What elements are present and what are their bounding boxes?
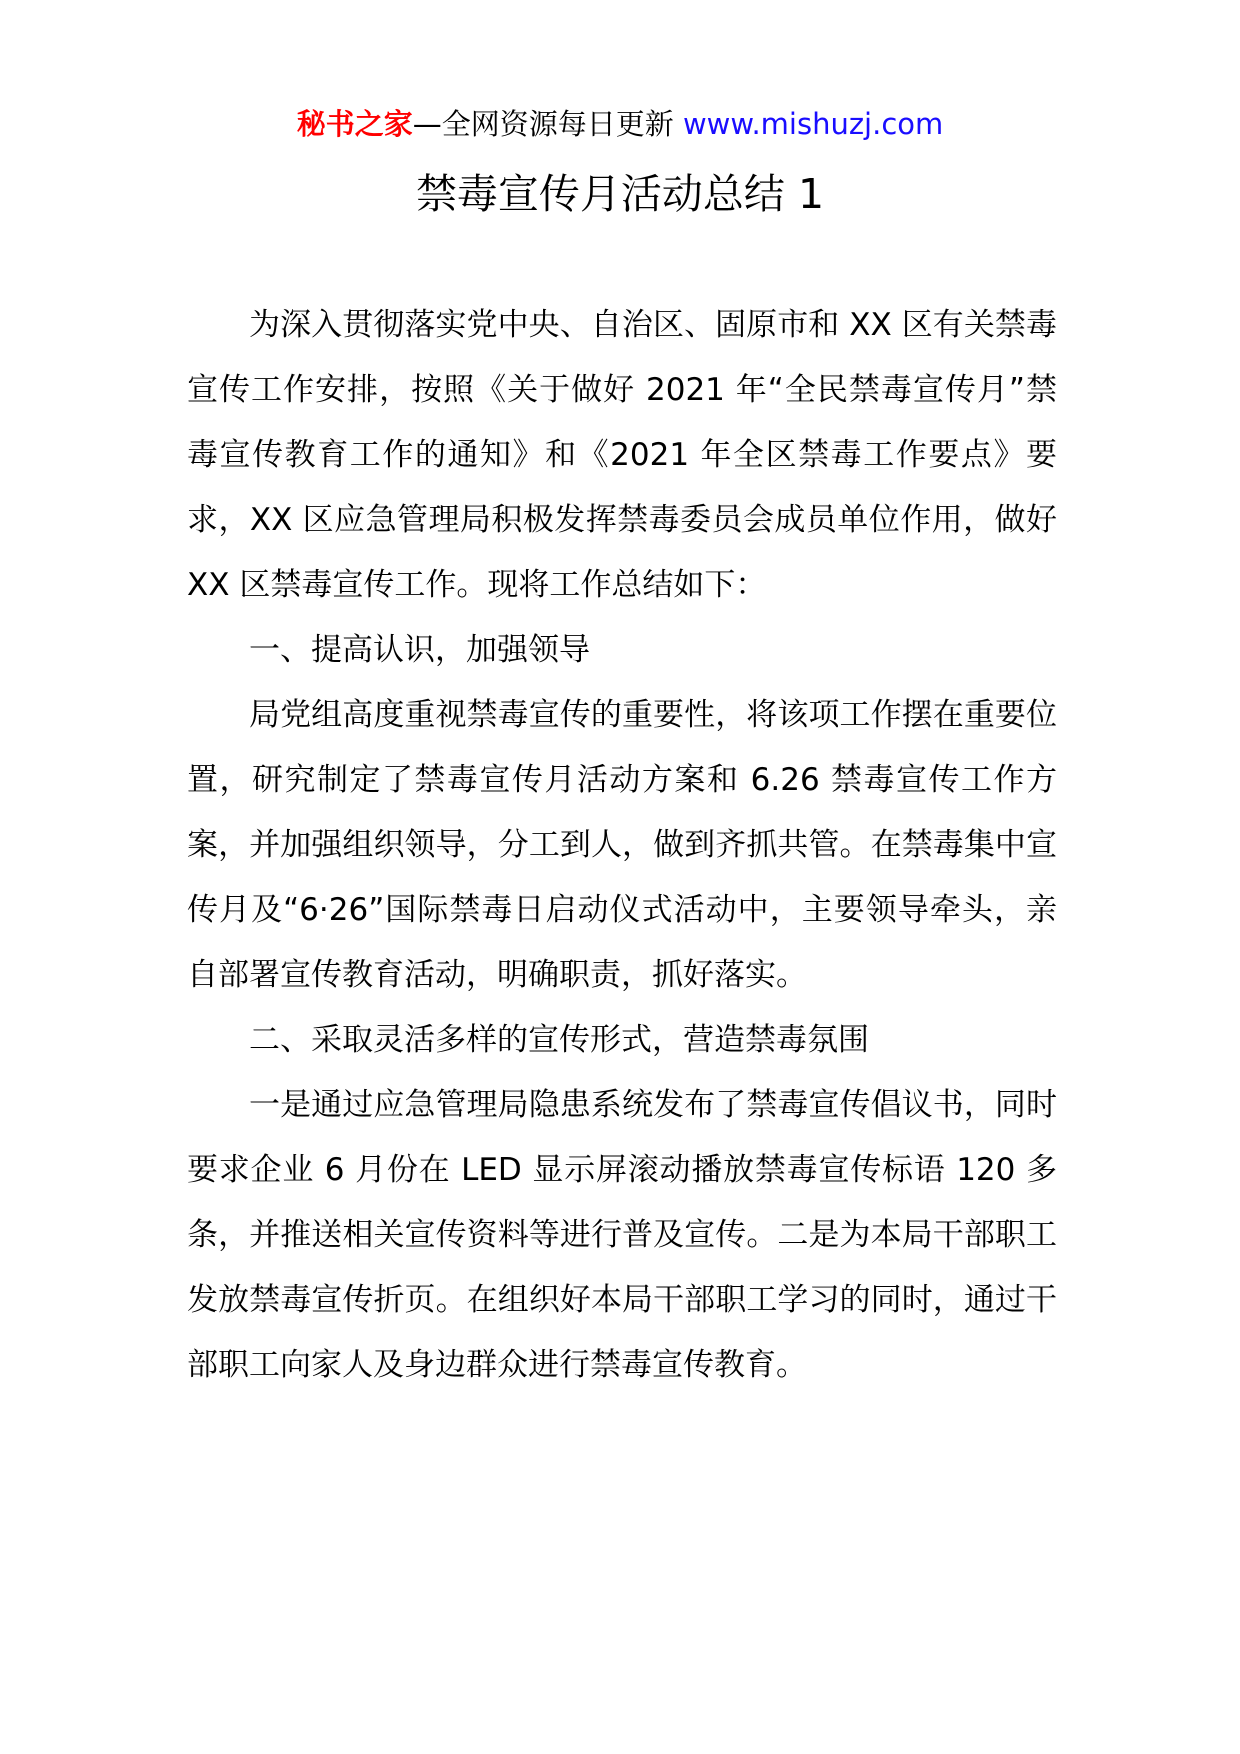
paragraph-section-2: 一是通过应急管理局隐患系统发布了禁毒宣传倡议书，同时要求企业 6 月份在 LED 显示屏滚动播放禁毒宣传标语 120 多条，并推送相关宣传资料等进行普及宣传。二是为本局干部职工发放禁毒宣传折页。在组织好本局干部职工学习的同时，通过干部职工向家人及身边群众进行禁毒宣传教育。 xyxy=(187,1087,1057,1383)
section-heading-2: 二、采取灵活多样的宣传形式，营造禁毒氛围 xyxy=(249,1022,869,1058)
paragraph-intro: 为深入贯彻落实党中央、自治区、固原市和 XX 区有关禁毒宣传工作安排，按照《关于做好 2021 年“全民禁毒宣传月”禁毒宣传教育工作的通知》和《2021 年全区禁毒工作要点》要求，XX 区应急管理局积极发挥禁毒委员会成员单位作用，做好 XX 区禁毒宣传工作。现将工作总结如下： xyxy=(187,307,1057,603)
site-url-link[interactable]: www.mishuzj.com xyxy=(682,107,944,141)
document-title: 禁毒宣传月活动总结 1 xyxy=(415,170,825,218)
site-header xyxy=(0,104,1240,144)
header-slogan: —全网资源每日更新 xyxy=(412,107,683,141)
paragraph-section-1: 局党组高度重视禁毒宣传的重要性，将该项工作摆在重要位置，研究制定了禁毒宣传月活动方案和 6.26 禁毒宣传工作方案，并加强组织领导，分工到人，做到齐抓共管。在禁毒集中宣传月及“6·26”国际禁毒日启动仪式活动中，主要领导牵头，亲自部署宣传教育活动，明确职责，抓好落实。 xyxy=(187,697,1057,993)
document-body xyxy=(187,293,1057,1398)
section-heading-1: 一、提高认识，加强领导 xyxy=(249,632,590,668)
brand-name: 秘书之家 xyxy=(296,107,413,141)
